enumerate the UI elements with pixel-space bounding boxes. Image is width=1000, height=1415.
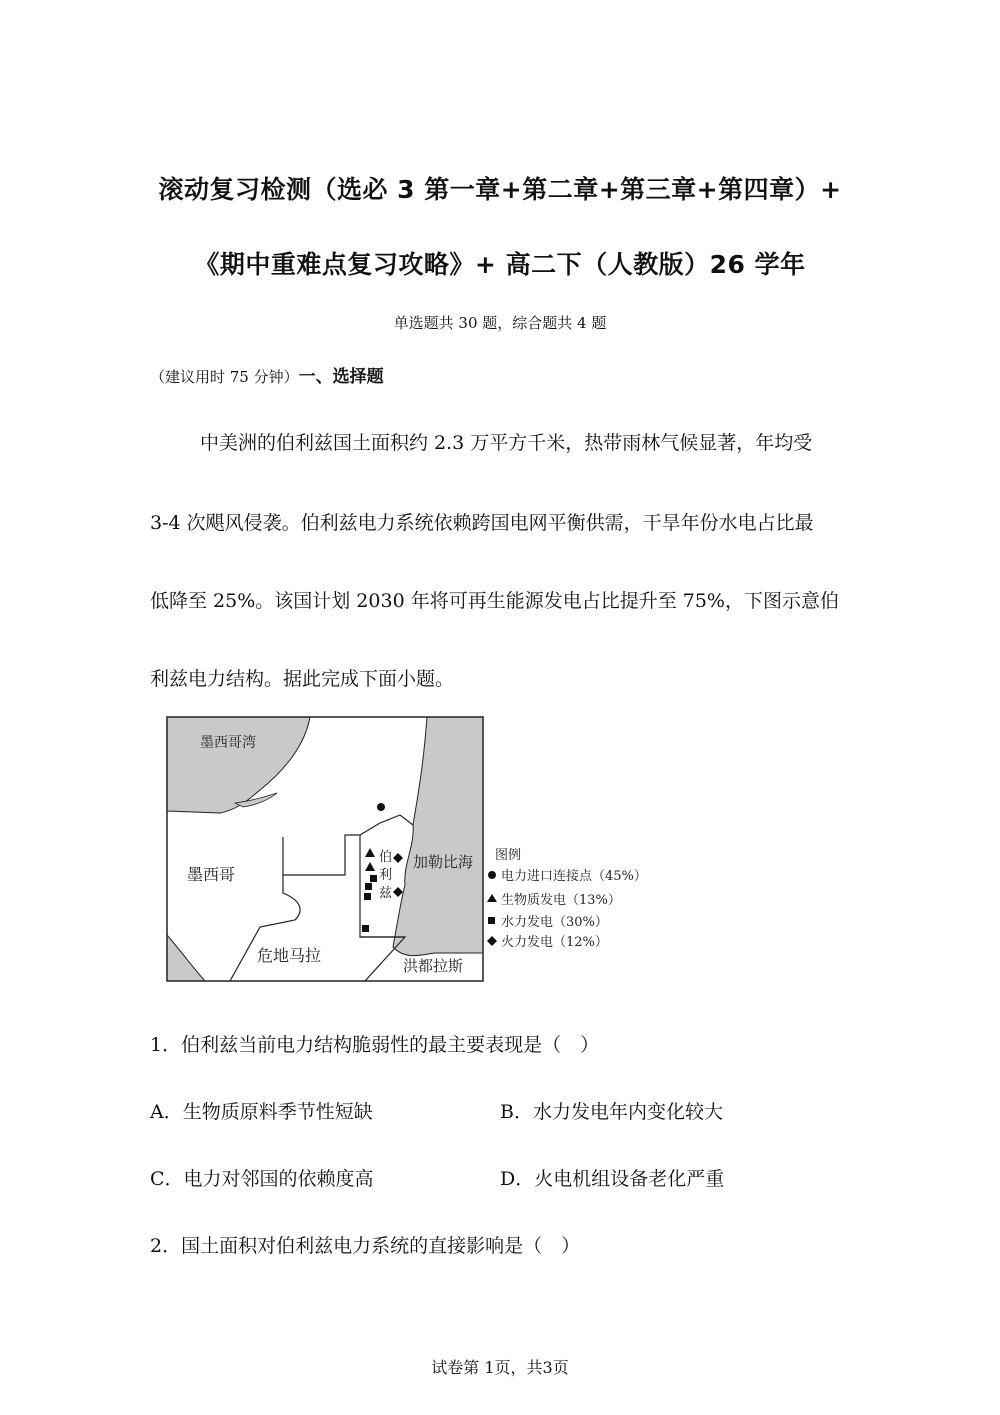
time-hint-line: [150, 362, 384, 387]
label-mexico: 墨西哥: [187, 865, 236, 884]
question-count: 单选题共 30 题，综合题共 4 题: [393, 314, 607, 332]
label-belize-2: 利: [379, 868, 393, 883]
passage-line-1: 中美洲的伯利兹国土面积约 2.3 万平方千米，热带雨林气候显著，年均受: [200, 432, 813, 454]
label-belize-1: 伯: [379, 850, 393, 865]
legend-thermal: 火力发电（12%）: [501, 935, 608, 950]
label-belize-3: 兹: [379, 886, 393, 901]
title-line-2: 《期中重难点复习攻略》+ 高二下（人教版）26 学年: [194, 250, 806, 279]
question-1-stem: 1．伯利兹当前电力结构脆弱性的最主要表现是（ ）: [150, 1034, 600, 1056]
label-caribbean-sea: 加勒比海: [413, 853, 474, 871]
label-gulf-of-mexico: 墨西哥湾: [200, 735, 256, 751]
hydro-marker-1: [370, 875, 377, 882]
legend-triangle-icon: [487, 894, 497, 902]
question-1-option-d: D．火电机组设备老化严重: [500, 1168, 725, 1190]
legend-biomass: 生物质发电（13%）: [501, 893, 621, 908]
legend-hydro: 水力发电（30%）: [501, 915, 608, 930]
time-hint: （建议用时 75 分钟）: [150, 368, 299, 386]
passage-line-3: 低降至 25%。该国计划 2030 年将可再生能源发电占比提升至 75%，下图示意伯: [150, 590, 839, 612]
legend-title: 图例: [495, 848, 522, 863]
question-2-stem: 2．国土面积对伯利兹电力系统的直接影响是（ ）: [150, 1235, 581, 1257]
legend-circle-icon: [488, 871, 496, 879]
title-line-1: 滚动复习检测（选必 3 第一章+第二章+第三章+第四章）+: [158, 175, 842, 204]
hydro-marker-4: [362, 925, 369, 932]
label-guatemala: 危地马拉: [257, 946, 322, 965]
legend-import: 电力进口连接点（45%）: [501, 869, 647, 884]
passage-line-4: 利兹电力结构。据此完成下面小题。: [150, 668, 455, 690]
question-1-option-c: C．电力对邻国的依赖度高: [150, 1168, 374, 1190]
legend-square-icon: [488, 917, 495, 924]
legend-diamond-icon: [487, 936, 497, 946]
section-heading: 一、选择题: [298, 367, 384, 387]
hydro-marker-2: [365, 883, 372, 890]
hydro-marker-3: [364, 893, 371, 900]
import-point-marker: [377, 803, 385, 811]
page-footer: 试卷第 1页，共3页: [431, 1358, 569, 1377]
belize-power-map: [165, 715, 665, 985]
question-1-option-b: B．水力发电年内变化较大: [500, 1101, 723, 1123]
passage-line-2: 3-4 次飓风侵袭。伯利兹电力系统依赖跨国电网平衡供需，干旱年份水电占比最: [150, 512, 814, 534]
label-honduras: 洪都拉斯: [403, 957, 464, 975]
question-1-option-a: A．生物质原料季节性短缺: [150, 1101, 373, 1123]
